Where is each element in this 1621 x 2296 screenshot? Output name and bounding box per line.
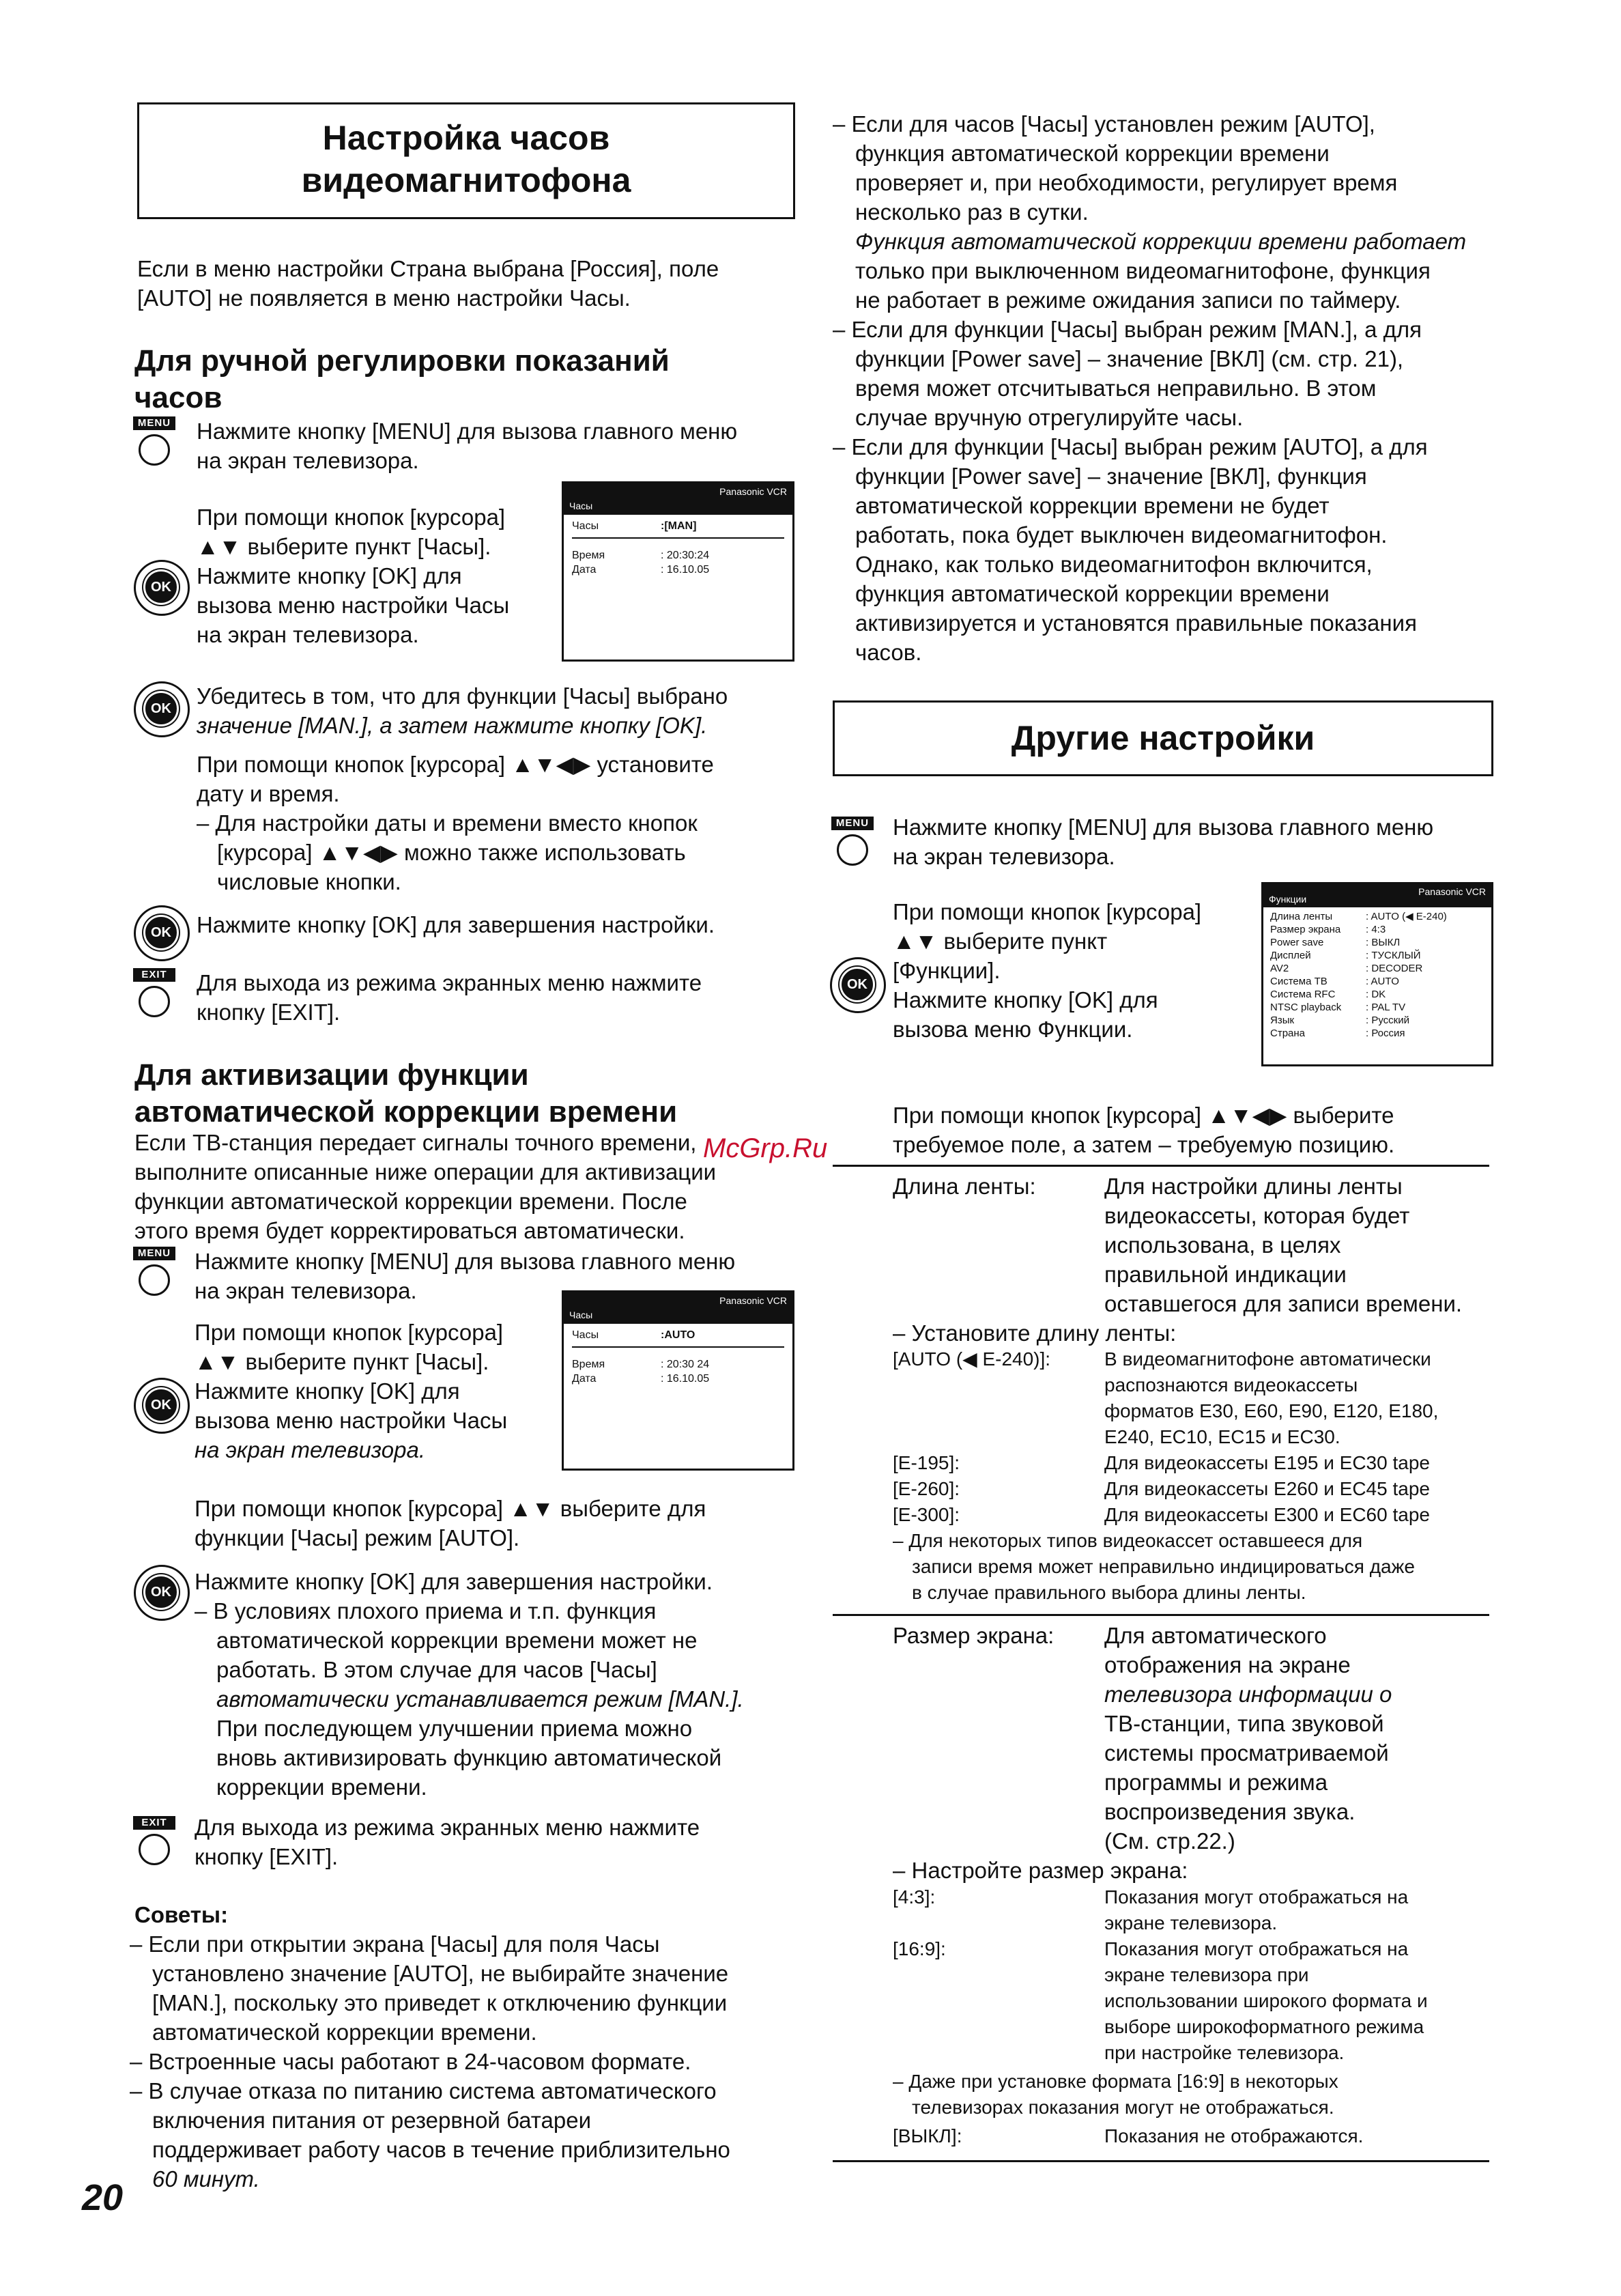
menu-button-icon: MENU [133, 416, 175, 467]
manual-step1: Нажмите кнопку [MENU] для вызова главного меню на экран телевизора. [197, 419, 738, 473]
manual-step3: Убедитесь в том, что для функции [Часы] выбрано значение [MAN.], а затем нажмите кнопку [OK]. [197, 683, 728, 738]
tape-desc: Для настройки длины ленты видеокассеты, которая будет использована, в целях правильной индикации оставшегося для записи времени. [1104, 1174, 1463, 1316]
tape-options: [AUTO (◀ E-240)]: В видеомагнитофоне автоматически распознаются видеокассеты форматов E30, E60, E90, E120, E180, E240, EC10, EC15 и EC30. [E-195]: Для видеокассеты E195 и EC30 tape [E-260]: Для видеокассеты E260 и EC45 tape [E-300]: Для видеокассеты E300 и EC60 tape [893, 1348, 1439, 1525]
divider [833, 1165, 1489, 1167]
tips-heading: Советы: [134, 1902, 229, 1927]
section-title-line2: видеомагнитофона [301, 161, 631, 199]
divider [833, 2160, 1489, 2162]
ok-button-icon: OK [134, 1565, 190, 1621]
manual-step4: При помощи кнопок [курсора] ▲▼◀▶ установите дату и время. – Для настройки даты и времени вместо кнопок [курсора] ▲▼◀▶ можно также использовать числовые кнопки. [197, 752, 714, 894]
ok-button-icon: OK [134, 1378, 190, 1434]
auto-step3: При помощи кнопок [курсора] ▲▼ выберите для функции [Часы] режим [AUTO]. [195, 1496, 706, 1550]
tape-note: – Для некоторых типов видеокассет оставшееся для записи время может неправильно индицироваться даже в случае правильного выбора длины ленты. [893, 1530, 1415, 1603]
screen-label: Размер экрана: [893, 1623, 1055, 1648]
other-step3: При помощи кнопок [курсора] ▲▼◀▶ выберите требуемое поле, а затем – требуемую позицию. [893, 1103, 1395, 1157]
exit-button-icon: EXIT [133, 968, 175, 1019]
divider [833, 1614, 1489, 1616]
auto-step4: Нажмите кнопку [OK] для завершения настройки. – В условиях плохого приема и т.п. функция автоматической коррекции времени может не работать. В этом случае для часов [Часы] автоматически устанавливается режим [MAN.]. При последующем улучшении приема можно вновь активизировать функцию автоматической коррекции времени. [195, 1569, 744, 1800]
screen-desc: Для автоматического отображения на экране телевизора информации о ТВ-станции, типа звуковой системы просматриваемой программы и режима воспроизведения звука. (См. стр.22.) [1104, 1623, 1392, 1854]
auto-step2: При помощи кнопок [курсора] ▲▼ выберите пункт [Часы]. Нажмите кнопку [OK] для вызова меню настройки Часы на экран телевизора. [195, 1320, 508, 1462]
auto-step5: Для выхода из режима экранных меню нажмите кнопку [EXIT]. [195, 1815, 700, 1869]
screen-note: – Даже при установке формата [16:9] в некоторых телевизорах показания могут не отображаться. [893, 2071, 1338, 2118]
menu-button-icon: MENU [831, 817, 874, 867]
other-settings-box: Другие настройки [833, 700, 1493, 776]
page-number: 20 [82, 2177, 124, 2218]
manual-step5: Нажмите кнопку [OK] для завершения настройки. [197, 912, 715, 937]
manual-step2: При помощи кнопок [курсора] ▲▼ выберите пункт [Часы]. Нажмите кнопку [OK] для вызова меню настройки Часы на экран телевизора. [197, 505, 510, 647]
tape-label: Длина ленты: [893, 1174, 1036, 1199]
tips-list: – Если при открытии экрана [Часы] для поля Часы установлено значение [AUTO], не выбирайте значение [MAN.], поскольку это приведет к отключению функции автоматической коррекции времени. – Встроенные часы работают в 24-часовом формате. – В случае отказа по питанию система автоматического включения питания от резервной батареи поддерживает работу часов в течение приблизительно 60 минут. [130, 1931, 730, 2192]
watermark: McGrp.Ru [703, 1133, 828, 1163]
osd-clock-auto: Panasonic VCR Часы Часы :AUTO Время : 20:30 24 Дата : 16.10.05 [562, 1290, 794, 1471]
ok-button-icon: OK [830, 957, 886, 1013]
section-title-box [137, 102, 795, 219]
osd-functions: Panasonic VCR Функции Длина ленты : AUTO (◀ E-240) Размер экрана : 4:3 Power save : ВЫКЛ Дисплей : ТУСКЛЫЙ AV2 : DECODER Система ТВ : AUTO Система RFC : DK NTSC playback : PAL TV Язык : Русский Страна : Россия [1261, 882, 1493, 1066]
section-title-line1: Настройка часов [322, 119, 610, 157]
ok-button-icon: OK [134, 681, 190, 737]
ok-button-icon: OK [134, 560, 190, 616]
manual-heading: Для ручной регулировки показаний часов [134, 344, 670, 414]
menu-button-icon: MENU [133, 1247, 175, 1297]
auto-intro: Если ТВ-станция передает сигналы точного времени, выполните описанные ниже операции для активизации функции автоматической коррекции времени. После этого время будет корректироваться автоматически. [134, 1130, 717, 1243]
auto-heading: Для активизации функции автоматической коррекции времени [134, 1058, 678, 1129]
ok-button-icon: OK [134, 905, 190, 961]
tape-set: – Установите длину ленты: [893, 1320, 1177, 1346]
osd-clock-manual: Panasonic VCR Часы Часы :[MAN] Время : 20:30:24 Дата : 16.10.05 [562, 481, 794, 662]
auto-step1: Нажмите кнопку [MENU] для вызова главного меню на экран телевизора. [195, 1249, 736, 1303]
other-step2: При помощи кнопок [курсора] ▲▼ выберите пункт [Функции]. Нажмите кнопку [OK] для вызова меню Функции. [893, 899, 1202, 1042]
screen-set: – Настройте размер экрана: [893, 1858, 1188, 1883]
screen-options: [4:3]: Показания могут отображаться на экране телевизора. [16:9]: Показания могут отображаться на экране телевизора при использовании широкого формата и выборе широкоформатного режима при настройке телевизора. [893, 1886, 1428, 2063]
right-top-notes: – Если для часов [Часы] установлен режим [AUTO], функция автоматической коррекции времени проверяет и, при необходимости, регулирует время несколько раз в сутки. Функция автоматической коррекции времени работает только при выключенном видеомагнитофоне, функция не работает в режиме ожидания записи по таймеру. – Если для функции [Часы] выбран режим [MAN.], а для функции [Power save] – значение [ВКЛ] (см. стр. 21), время может отсчитываться неправильно. В этом случае вручную отрегулируйте часы. – Если для функции [Часы] выбран режим [AUTO], а для функции [Power save] – значение [ВКЛ], функция автоматической коррекции времени не будет работать, пока будет выключен видеомагнитофон. Однако, как только видеомагнитофон включится, функция автоматической коррекции времени активизируется и установятся правильные показания часов. [833, 111, 1467, 665]
intro-paragraph: Если в меню настройки Страна выбрана [Россия], поле [AUTO] не появляется в меню настройки Часы. [137, 256, 719, 311]
manual-step6: Для выхода из режима экранных меню нажмите кнопку [EXIT]. [197, 970, 702, 1025]
other-step1: Нажмите кнопку [MENU] для вызова главного меню на экран телевизора. [893, 814, 1434, 869]
exit-button-icon: EXIT [133, 1816, 175, 1867]
screen-off: [ВЫКЛ]: Показания не отображаются. [893, 2125, 1364, 2146]
